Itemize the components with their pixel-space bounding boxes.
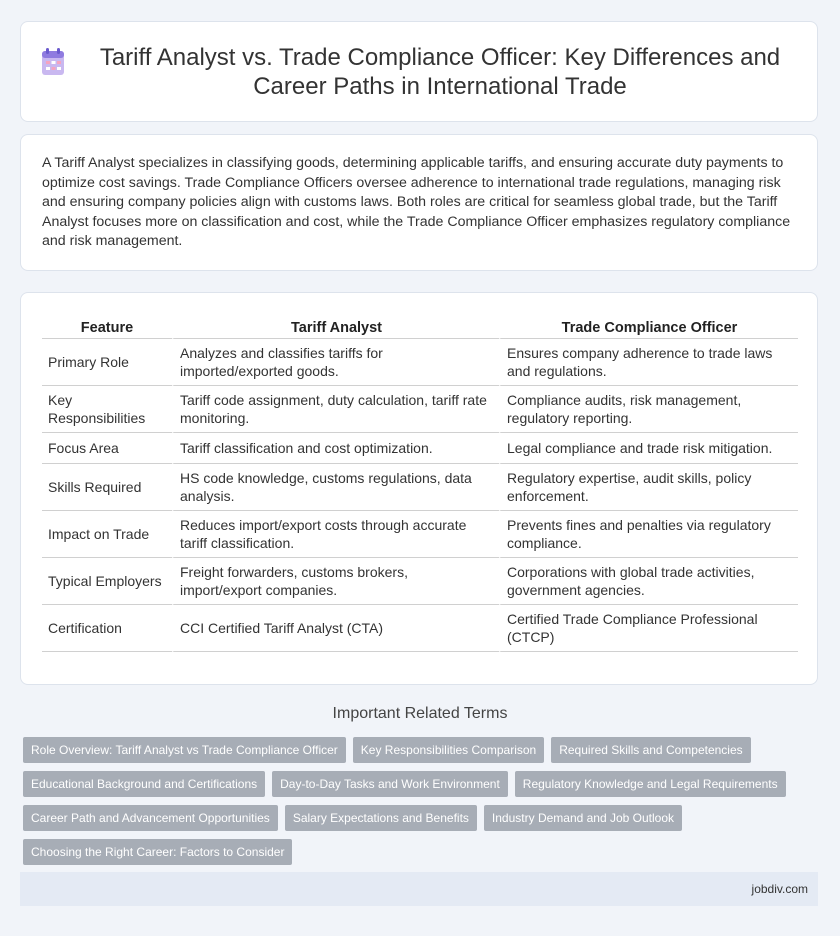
footer — [20, 872, 818, 906]
related-term-tag[interactable]: Required Skills and Competencies — [551, 737, 750, 763]
comparison-card — [20, 292, 818, 685]
related-term-tag[interactable]: Day-to-Day Tasks and Work Environment — [272, 771, 508, 797]
tariff-analyst-cell: CCI Certified Tariff Analyst (CTA) — [172, 605, 499, 652]
related-term-tag[interactable]: Salary Expectations and Benefits — [285, 805, 477, 831]
footer-site-link[interactable]: jobdiv.com — [751, 882, 808, 896]
related-term-tag[interactable]: Role Overview: Tariff Analyst vs Trade Compliance Officer — [23, 737, 346, 763]
related-terms-list — [23, 737, 803, 873]
related-term-tag[interactable]: Educational Background and Certifications — [23, 771, 265, 797]
tariff-analyst-cell: HS code knowledge, customs regulations, data analysis. — [172, 464, 499, 511]
page-title: Tariff Analyst vs. Trade Compliance Officer: Key Differences and Career Paths in International Trade — [99, 43, 781, 100]
compliance-officer-cell: Regulatory expertise, audit skills, policy enforcement. — [499, 464, 798, 511]
compliance-officer-cell: Corporations with global trade activities, government agencies. — [499, 558, 798, 605]
intro-paragraph: A Tariff Analyst specializes in classifying goods, determining applicable tariffs, and ensuring accurate duty payments to optimize cost savings. Trade Compliance Officers oversee adherence to international trade regulations, managing risk and ensuring company policies align with customs laws. Both roles are critical for seamless global trade, but the Tariff Analyst focuses more on classification and cost, while the Trade Compliance Officer emphasizes regulatory compliance and risk management. — [42, 155, 791, 250]
tariff-analyst-cell: Tariff code assignment, duty calculation, tariff rate monitoring. — [172, 386, 499, 433]
table-row — [42, 511, 798, 558]
document-icon — [39, 47, 67, 77]
table-row — [42, 464, 798, 511]
compliance-officer-cell: Legal compliance and trade risk mitigation. — [499, 433, 798, 464]
title-card — [20, 21, 818, 122]
column-header: Tariff Analyst — [172, 315, 499, 339]
feature-cell: Focus Area — [42, 433, 172, 464]
feature-cell: Primary Role — [42, 339, 172, 386]
feature-cell: Skills Required — [42, 464, 172, 511]
title-wrap — [39, 43, 799, 101]
related-terms-heading: Important Related Terms — [332, 705, 508, 722]
column-header: Trade Compliance Officer — [499, 315, 798, 339]
table-row — [42, 386, 798, 433]
table-row — [42, 433, 798, 464]
feature-cell: Certification — [42, 605, 172, 652]
column-header: Feature — [42, 315, 172, 339]
related-term-tag[interactable]: Choosing the Right Career: Factors to Consider — [23, 839, 292, 865]
table-row — [42, 339, 798, 386]
tariff-analyst-cell: Analyzes and classifies tariffs for imported/exported goods. — [172, 339, 499, 386]
feature-cell: Impact on Trade — [42, 511, 172, 558]
feature-cell: Typical Employers — [42, 558, 172, 605]
tariff-analyst-cell: Reduces import/export costs through accurate tariff classification. — [172, 511, 499, 558]
related-term-tag[interactable]: Regulatory Knowledge and Legal Requirements — [515, 771, 786, 797]
compliance-officer-cell: Prevents fines and penalties via regulatory compliance. — [499, 511, 798, 558]
table-row — [42, 605, 798, 652]
feature-cell: Key Responsibilities — [42, 386, 172, 433]
table-header-row — [42, 315, 798, 339]
intro-card — [20, 134, 818, 271]
tariff-analyst-cell: Freight forwarders, customs brokers, import/export companies. — [172, 558, 499, 605]
related-term-tag[interactable]: Key Responsibilities Comparison — [353, 737, 544, 763]
related-term-tag[interactable]: Career Path and Advancement Opportunities — [23, 805, 278, 831]
compliance-officer-cell: Ensures company adherence to trade laws and regulations. — [499, 339, 798, 386]
tariff-analyst-cell: Tariff classification and cost optimization. — [172, 433, 499, 464]
table-row — [42, 558, 798, 605]
comparison-table — [42, 315, 798, 652]
compliance-officer-cell: Compliance audits, risk management, regulatory reporting. — [499, 386, 798, 433]
compliance-officer-cell: Certified Trade Compliance Professional (CTCP) — [499, 605, 798, 652]
related-term-tag[interactable]: Industry Demand and Job Outlook — [484, 805, 682, 831]
